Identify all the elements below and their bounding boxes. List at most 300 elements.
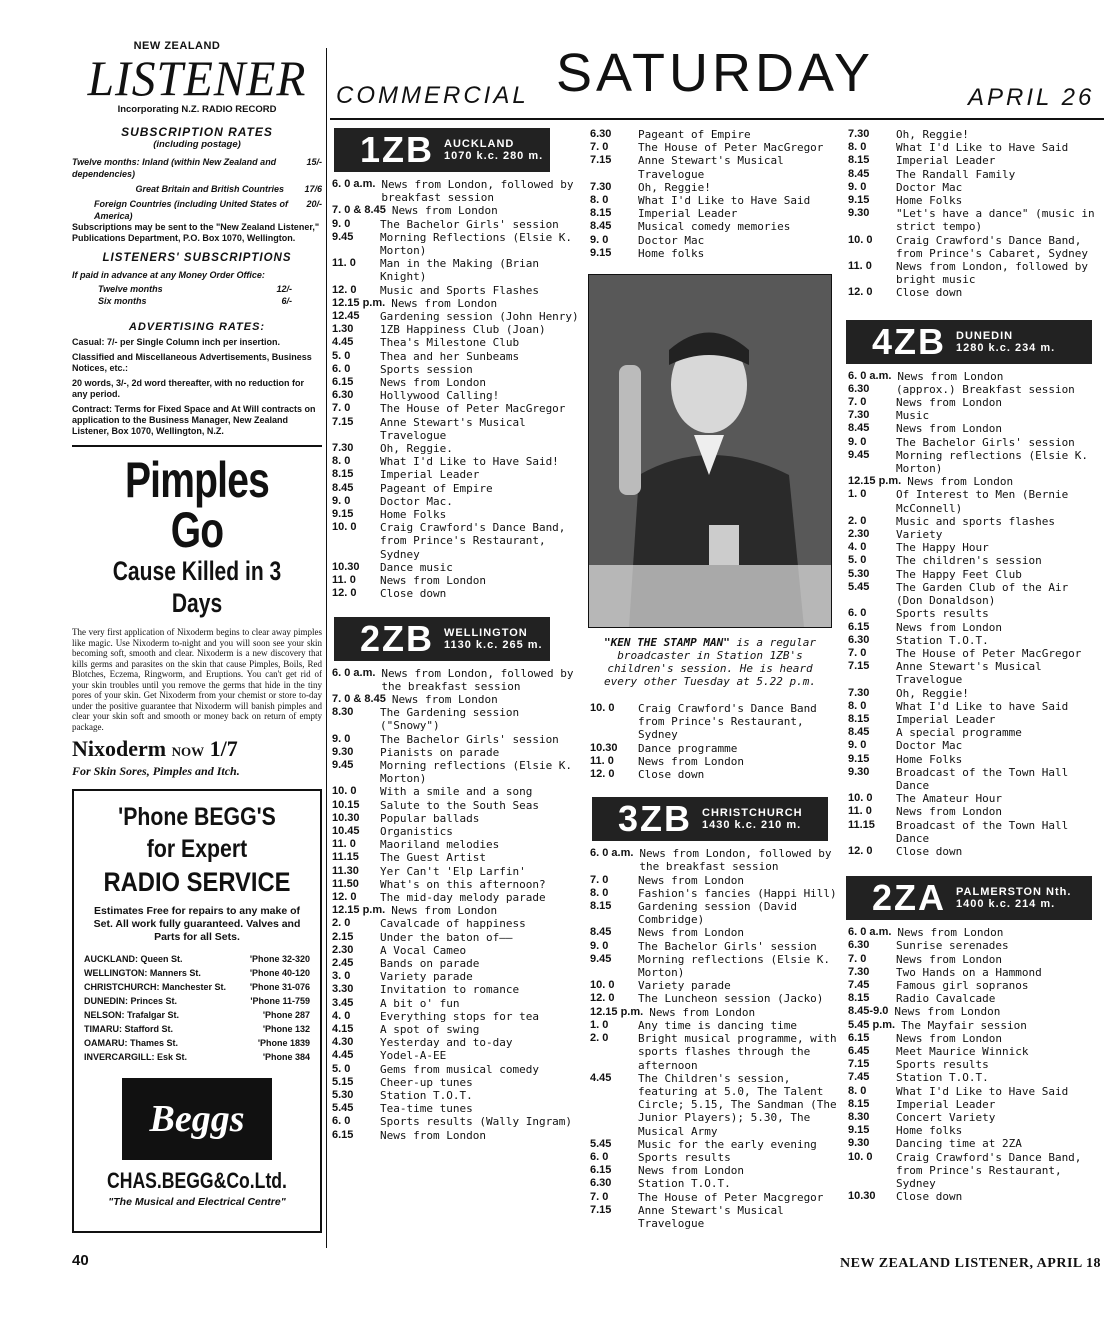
schedule-programme: Craig Crawford's Dance Band from Prince's Restaurant, Sydney: [638, 702, 817, 742]
schedule-time: 5.15: [332, 1075, 354, 1088]
schedule-time: 9.15: [848, 1124, 870, 1137]
schedule-programme: Cavalcade of happiness: [380, 917, 526, 931]
station-call: 4ZB: [872, 320, 947, 362]
pimples-body: The very first application of Nixoderm begins to clear away pimples like magic. Use Nixoderm to-night and you will soon see your skin becoming soft, smooth and clear. Nixoderm is a new discovery that kills germs and parasites on the skin that cause Pimples, Boils, Red Blotches, Eczema, Ringworm, and Eruptions. You can't get rid of your skin troubles until you remove the germs that hide in the tiny pores of your skin. Get Nixoderm from your chemist or store to-day under the positive guarantee that Nixoderm will banish pimples and clear your skin soft and smooth or money back on return of empty package.: [72, 627, 322, 732]
schedule-item: [330, 310, 580, 323]
schedule-item: [330, 297, 580, 310]
masthead-nz: NEW ZEALAND: [133, 40, 221, 52]
column-2: [330, 128, 580, 1142]
schedule-time: 8. 0: [332, 455, 351, 468]
schedule-programme: The Luncheon session (Jacko): [638, 992, 824, 1006]
schedule-time: 9.45: [332, 758, 354, 771]
station-info: PALMERSTON Nth. 1400 k.c. 214 m.: [956, 886, 1072, 911]
schedule-item: [588, 141, 838, 154]
subscription-remit: Subscriptions may be sent to the "New Zealand Listener," Publications Department, P.O. Box 1070, Wellington.: [72, 222, 320, 243]
schedule-item: [846, 436, 1096, 449]
schedule-time: 11.15: [848, 818, 875, 831]
schedule-item: [588, 979, 838, 992]
schedule-item: [846, 1085, 1096, 1098]
schedule-time: 9.15: [590, 246, 612, 259]
schedule-2za: [846, 926, 1096, 1203]
schedule-time: 7.30: [848, 409, 870, 422]
schedule-programme: News from London, followed by bright music: [896, 260, 1089, 287]
schedule-item: [588, 953, 838, 979]
schedule-item: [846, 1111, 1096, 1124]
schedule-time: 5.30: [848, 567, 870, 580]
masthead-title: LISTENER: [87, 50, 307, 106]
schedule-programme: Bright musical programme, with sports flashes through the afternoon: [638, 1032, 837, 1072]
schedule-time: 7.15: [590, 154, 612, 167]
schedule-programme: Station T.O.T.: [896, 1071, 989, 1085]
schedule-item: [588, 1019, 838, 1032]
header-commercial: COMMERCIAL: [336, 82, 529, 109]
station-call: 1ZB: [360, 129, 435, 170]
schedule-item: [846, 992, 1096, 1005]
schedule-item: [846, 805, 1096, 818]
station-call: 2ZA: [872, 877, 947, 919]
schedule-programme: News from London: [638, 926, 744, 940]
schedule-time: 9. 0: [332, 494, 351, 507]
schedule-programme: Maoriland melodies: [380, 838, 500, 852]
schedule-item: [330, 917, 580, 930]
photo-ken-the-stamp-man: [588, 274, 832, 628]
schedule-time: 8.45: [848, 167, 870, 180]
schedule-time: 6.30: [590, 128, 612, 140]
schedule-item: [330, 706, 580, 732]
schedule-time: 4. 0: [848, 541, 867, 554]
advertising-classified: Classified and Miscellaneous Advertisements, Business Notices, etc.:: [72, 352, 312, 373]
schedule-time: 10.30: [332, 811, 360, 824]
schedule-programme: Thea's Milestone Club: [380, 336, 520, 350]
schedule-programme: What I'd Like to Have Said: [896, 141, 1069, 155]
schedule-item: [330, 1102, 580, 1115]
schedule-programme: Broadcast of the Town Hall Dance: [896, 818, 1069, 845]
schedule-item: [330, 323, 580, 336]
pimples-advertisement: [72, 452, 322, 779]
schedule-programme: Variety parade: [380, 970, 473, 984]
schedule-time: 6.15: [332, 1128, 354, 1141]
schedule-time: 7. 0 & 8.45: [332, 204, 386, 217]
schedule-programme: A special programme: [896, 726, 1022, 740]
schedule-item: [330, 455, 580, 468]
schedule-time: 9.30: [848, 1137, 870, 1150]
schedule-item: [846, 1124, 1096, 1137]
schedule-time: 2. 0: [332, 917, 351, 930]
schedule-item: [588, 1204, 838, 1230]
schedule-item: [846, 1137, 1096, 1150]
schedule-programme: Of Interest to Men (Bernie McConnell): [896, 488, 1069, 515]
schedule-programme: Craig Crawford's Dance Band, from Prince's Restaurant, Sydney: [896, 1150, 1082, 1191]
schedule-item: [588, 1191, 838, 1204]
schedule-programme: News from London: [896, 620, 1002, 634]
schedule-time: 6. 0: [332, 1115, 351, 1128]
schedule-time: 11.15: [332, 851, 359, 864]
schedule-programme: The House of Peter MacGregor: [896, 646, 1082, 660]
beggs-logo: [122, 1078, 272, 1160]
schedule-time: 9.45: [332, 230, 354, 243]
beggs-line3: RADIO SERVICE: [103, 867, 291, 897]
divider: [72, 445, 322, 447]
schedule-programme: Anne Stewart's Musical Travelogue: [896, 660, 1042, 687]
schedule-item: [846, 260, 1096, 286]
schedule-item: [330, 495, 580, 508]
schedule-time: 10. 0: [848, 233, 873, 246]
station-banner-2zb: [334, 617, 550, 661]
schedule-programme: Cheer-up tunes: [380, 1075, 473, 1089]
schedule-item: [846, 1019, 1096, 1032]
schedule-programme: The Bachelor Girls' session: [380, 732, 559, 746]
schedule-item: [846, 766, 1096, 792]
schedule-item: [846, 449, 1096, 475]
schedule-item: [846, 1005, 1096, 1018]
schedule-time: 1.30: [332, 323, 354, 336]
schedule-programme: What I'd Like to Have Said: [638, 194, 811, 208]
schedule-programme: News from London: [907, 475, 1014, 489]
schedule-time: 8.15: [848, 992, 870, 1005]
schedule-item: [330, 997, 580, 1010]
schedule-item: [330, 667, 580, 693]
schedule-time: 10. 0: [848, 792, 873, 805]
schedule-time: 8.45: [332, 481, 354, 494]
schedule-programme: The Mayfair session: [901, 1018, 1027, 1032]
schedule-programme: News from London: [896, 422, 1002, 436]
schedule-time: 9.15: [848, 194, 870, 207]
schedule-2zb-continued: [588, 702, 838, 781]
schedule-item: [846, 370, 1096, 383]
schedule-item: [330, 521, 580, 561]
schedule-programme: Invitation to romance: [380, 983, 520, 997]
schedule-programme: Meet Maurice Winnick: [896, 1044, 1029, 1058]
schedule-item: [330, 931, 580, 944]
schedule-item: [330, 878, 580, 891]
station-info: WELLINGTON 1130 k.c. 265 m.: [444, 626, 543, 651]
schedule-time: 9.45: [848, 448, 870, 461]
schedule-time: 5.30: [332, 1089, 354, 1101]
schedule-programme: Imperial Leader: [896, 712, 996, 726]
schedule-programme: Pageant of Empire: [638, 128, 751, 141]
schedule-item: [846, 607, 1096, 620]
schedule-item: [330, 508, 580, 521]
schedule-item: [588, 194, 838, 207]
schedule-item: [330, 733, 580, 746]
schedule-programme: Salute to the South Seas: [380, 798, 539, 812]
branch-row: NELSON: Trafalgar St. 'Phone 287: [84, 1010, 310, 1020]
photo-image: [589, 275, 831, 627]
schedule-item: [588, 702, 838, 742]
schedule-time: 11. 0: [332, 257, 356, 270]
schedule-item: [846, 1098, 1096, 1111]
schedule-time: 7. 0: [590, 141, 609, 154]
schedule-item: [846, 634, 1096, 647]
schedule-item: [846, 713, 1096, 726]
schedule-item: [846, 528, 1096, 541]
schedule-item: [588, 234, 838, 247]
schedule-programme: Yodel-A-EE: [380, 1049, 447, 1063]
branch-row: TIMARU: Stafford St. 'Phone 132: [84, 1024, 310, 1034]
schedule-item: [846, 207, 1096, 233]
schedule-programme: A Vocal Cameo: [380, 943, 467, 957]
schedule-programme: Oh, Reggie!: [896, 128, 969, 141]
schedule-item: [330, 1129, 580, 1142]
column-4: [846, 128, 1096, 1203]
schedule-time: 2.45: [332, 956, 354, 969]
schedule-time: 7. 0: [590, 873, 609, 886]
nixoderm-price: 1/7: [209, 736, 238, 761]
schedule-programme: Two Hands on a Hammond: [896, 965, 1042, 979]
pimples-headline: Pimples Go: [124, 452, 270, 558]
schedule-item: [846, 939, 1096, 952]
schedule-programme: Musical comedy memories: [638, 220, 791, 234]
schedule-time: 10.30: [332, 560, 360, 573]
schedule-programme: Broadcast of the Town Hall Dance: [896, 765, 1069, 792]
schedule-programme: Close down: [896, 286, 963, 300]
schedule-time: 10. 0: [332, 521, 357, 534]
schedule-programme: Morning reflections (Elsie K. Morton): [638, 952, 831, 980]
schedule-item: [846, 234, 1096, 260]
schedule-item: [330, 812, 580, 825]
schedule-item: [588, 874, 838, 887]
schedule-time: 10. 0: [332, 785, 357, 798]
schedule-time: 8. 0: [590, 194, 609, 207]
schedule-programme: A spot of swing: [380, 1022, 480, 1036]
branch-row: AUCKLAND: Queen St. 'Phone 32-320: [84, 954, 310, 964]
schedule-programme: Close down: [380, 587, 447, 601]
schedule-item: [846, 488, 1096, 514]
schedule-time: 7.15: [848, 660, 870, 673]
schedule-programme: Imperial Leader: [896, 1097, 996, 1111]
subscription-line: Great Britain and British Countries 17/6: [135, 184, 322, 194]
schedule-programme: Morning reflections (Elsie K. Morton): [896, 448, 1089, 476]
schedule-time: 1. 0: [590, 1018, 609, 1031]
advertising-contract: Contract: Terms for Fixed Space and At Will contracts on application to the Business Manager, New Zealand Listener, Box 1070, Wellington, N.Z.: [72, 404, 316, 436]
schedule-time: 8.45: [848, 726, 870, 739]
schedule-programme: The Guest Artist: [380, 851, 486, 865]
schedule-time: 4. 0: [332, 1009, 351, 1022]
beggs-estimates: Estimates Free for repairs to any make of Set. All work fully guaranteed. Valves and Parts for all Sets.: [93, 905, 301, 943]
schedule-programme: Station T.O.T.: [896, 633, 989, 647]
schedule-programme: News from London: [897, 369, 1004, 383]
schedule-time: 9.30: [332, 745, 354, 758]
schedule-programme: Hollywood Calling!: [380, 389, 500, 403]
schedule-time: 10.30: [848, 1190, 876, 1203]
schedule-programme: Variety parade: [638, 979, 731, 993]
schedule-time: 8. 0: [590, 886, 609, 899]
schedule-programme: Doctor Mac: [638, 233, 705, 247]
schedule-item: [330, 944, 580, 957]
schedule-time: 8.15: [332, 468, 354, 481]
schedule-programme: Famous girl sopranos: [896, 978, 1029, 992]
schedule-programme: News from London: [896, 952, 1002, 966]
schedule-programme: The Bachelor Girls' session: [638, 939, 817, 953]
schedule-time: 2. 0: [590, 1032, 609, 1045]
branch-row: CHRISTCHURCH: Manchester St. 'Phone 31-076: [84, 982, 310, 992]
schedule-time: 10. 0: [590, 702, 615, 715]
schedule-programme: The Bachelor Girls' session: [380, 217, 559, 231]
schedule-programme: Yer Can't 'Elp Larfin': [380, 864, 526, 878]
schedule-time: 8.15: [848, 154, 870, 167]
subscription-heading: SUBSCRIPTION RATES: [121, 125, 273, 139]
schedule-time: 6. 0: [848, 607, 867, 620]
schedule-time: 12. 0: [332, 587, 357, 600]
schedule-time: 10. 0: [590, 979, 615, 992]
schedule-item: [588, 887, 838, 900]
schedule-programme: 1ZB Happiness Club (Joan): [380, 323, 546, 337]
station-banner-2za: [846, 876, 1092, 920]
schedule-item: [846, 845, 1096, 858]
schedule-time: 9. 0: [848, 435, 867, 448]
schedule-time: 8.45: [590, 926, 612, 939]
schedule-item: [846, 515, 1096, 528]
schedule-time: 8.15: [848, 712, 870, 725]
schedule-time: 6.30: [332, 389, 354, 402]
schedule-time: 7. 0: [590, 1190, 609, 1203]
schedule-item: [330, 257, 580, 283]
schedule-programme: Morning Reflections (Elsie K. Morton): [380, 230, 573, 258]
schedule-item: [846, 687, 1096, 700]
schedule-time: 8.45: [848, 422, 870, 435]
schedule-programme: News from London: [380, 1128, 486, 1142]
schedule-time: 9.45: [590, 952, 612, 965]
schedule-time: 6.15: [848, 1031, 870, 1044]
schedule-programme: (approx.) Breakfast session: [896, 382, 1075, 396]
schedule-time: 7. 0 & 8.45: [332, 692, 386, 705]
schedule-programme: Variety: [896, 528, 943, 542]
station-call: 2ZB: [360, 617, 435, 659]
schedule-programme: Music for the early evening: [638, 1137, 817, 1151]
schedule-time: 8.30: [848, 1111, 870, 1123]
advertising-words: 20 words, 3/-, 2d word thereafter, with no reduction for any period.: [72, 378, 305, 399]
schedule-programme: News from London: [380, 574, 486, 588]
advance-note: If paid in advance at any Money Order Office:: [72, 270, 265, 280]
schedule-programme: Oh, Reggie.: [380, 442, 453, 456]
schedule-item: [330, 482, 580, 495]
schedule-1zb: [330, 178, 580, 601]
schedule-item: [330, 1036, 580, 1049]
schedule-programme: News from London, followed by the breakfast session: [381, 666, 574, 693]
schedule-item: [330, 865, 580, 878]
schedule-programme: News from London: [897, 926, 1004, 940]
schedule-programme: News from London: [896, 805, 1002, 819]
schedule-programme: With a smile and a song: [380, 785, 533, 799]
schedule-time: 9. 0: [332, 732, 351, 745]
schedule-programme: News from London: [391, 204, 498, 218]
schedule-time: 4.30: [332, 1036, 354, 1049]
schedule-time: 5.45: [590, 1137, 612, 1150]
schedule-time: 4.45: [332, 1049, 354, 1062]
nixoderm-price-line: [72, 736, 322, 762]
schedule-item: [588, 926, 838, 939]
schedule-programme: Imperial Leader: [896, 154, 996, 168]
schedule-item: [846, 141, 1096, 154]
schedule-item: [330, 468, 580, 481]
schedule-programme: News from London: [896, 396, 1002, 410]
schedule-programme: Station T.O.T.: [380, 1089, 473, 1102]
schedule-item: [588, 900, 838, 926]
schedule-item: [330, 389, 580, 402]
beggs-advertisement: [72, 789, 322, 1233]
beggs-logo-text: Beggs: [149, 1098, 245, 1140]
schedule-programme: Thea and her Sunbeams: [380, 349, 520, 363]
station-banner-3zb: [592, 797, 828, 841]
schedule-time: 9. 0: [590, 939, 609, 952]
schedule-item: [846, 581, 1096, 607]
schedule-programme: Music: [896, 409, 930, 423]
schedule-item: [846, 647, 1096, 660]
schedule-time: 7.30: [848, 128, 870, 140]
schedule-item: [588, 1151, 838, 1164]
masthead-incorporating: Incorporating N.Z. RADIO RECORD: [117, 104, 277, 115]
schedule-programme: What I'd Like to Have Said!: [380, 455, 559, 469]
twelve-months-rate: Twelve months 12/-: [98, 284, 292, 294]
schedule-item: [846, 1151, 1096, 1191]
schedule-item: [330, 785, 580, 798]
schedule-item: [330, 1023, 580, 1036]
schedule-time: 7. 0: [848, 646, 867, 659]
six-months-rate: Six months 6/-: [98, 296, 292, 306]
header-date: APRIL 26: [968, 84, 1095, 111]
schedule-item: [846, 792, 1096, 805]
schedule-time: 11.50: [332, 877, 359, 890]
schedule-item: [846, 396, 1096, 409]
schedule-item: [846, 194, 1096, 207]
schedule-item: [846, 1032, 1096, 1045]
schedule-time: 6.30: [848, 382, 870, 395]
schedule-time: 7.15: [848, 1058, 870, 1071]
advertising-casual: Casual: 7/- per Single Column inch per insertion.: [72, 337, 281, 347]
schedule-item: [846, 660, 1096, 686]
schedule-programme: Concert Variety: [896, 1111, 996, 1124]
schedule-item: [588, 992, 838, 1005]
schedule-programme: Bands on parade: [380, 956, 480, 970]
branch-row: OAMARU: Thames St. 'Phone 1839: [84, 1038, 310, 1048]
schedule-programme: The Randall Family: [896, 167, 1016, 181]
schedule-item: [588, 220, 838, 233]
schedule-item: [588, 742, 838, 755]
branch-row: INVERCARGILL: Esk St. 'Phone 384: [84, 1052, 310, 1062]
schedule-time: 9.15: [332, 508, 354, 521]
schedule-programme: News from London: [391, 904, 498, 918]
nixoderm-tagline: For Skin Sores, Pimples and Itch.: [72, 764, 240, 778]
schedule-item: [330, 799, 580, 812]
schedule-programme: Dance music: [380, 560, 453, 574]
schedule-time: 8.15: [848, 1097, 870, 1110]
schedule-programme: "Let's have a dance" (music in strict tempo): [896, 207, 1095, 234]
schedule-programme: Sports results (Wally Ingram): [380, 1115, 573, 1129]
schedule-programme: The Bachelor Girls' session: [896, 435, 1075, 449]
schedule-item: [330, 587, 580, 600]
schedule-programme: Pianists on parade: [380, 745, 500, 759]
schedule-programme: Dancing time at 2ZA: [896, 1137, 1022, 1151]
schedule-time: 2.30: [848, 528, 870, 541]
schedule-programme: News from London: [638, 1164, 744, 1178]
schedule-item: [330, 1076, 580, 1089]
column-3: [588, 128, 838, 1230]
schedule-programme: The House of Peter Macgregor: [638, 1190, 824, 1204]
station-banner-4zb: [846, 320, 1092, 364]
schedule-time: 7.30: [332, 442, 354, 455]
schedule-time: 6.30: [848, 633, 870, 646]
branch-row: DUNEDIN: Princes St. 'Phone 11-759: [84, 996, 310, 1006]
subscription-line: Twelve months: Inland (within New Zealand and dependencies) 15/-: [72, 157, 322, 179]
schedule-item: [330, 957, 580, 970]
schedule-item: [846, 621, 1096, 634]
schedule-programme: Tea-time tunes: [380, 1102, 473, 1116]
schedule-programme: Morning reflections (Elsie K. Morton): [380, 758, 573, 786]
schedule-3zb-continued: [846, 128, 1096, 300]
station-call: 3ZB: [618, 798, 693, 840]
schedule-time: 12. 0: [590, 768, 615, 781]
schedule-time: 8.15: [590, 900, 612, 913]
